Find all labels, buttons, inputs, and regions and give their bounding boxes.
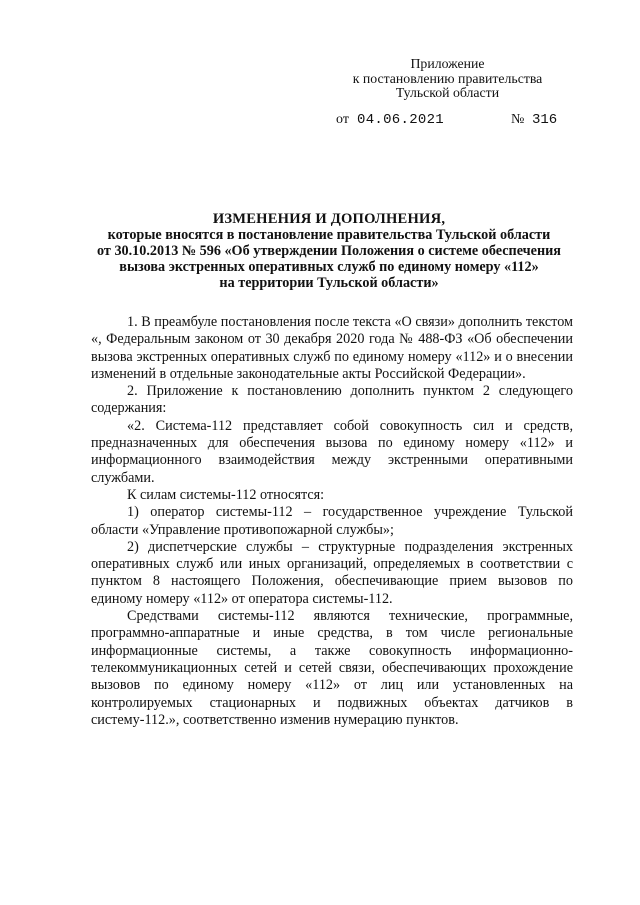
paragraph-1: 1. В преамбуле постановления после текста «О связи» дополнить текстом «, Федеральным законом от 30 декабря 2020 года № 488-ФЗ «Об обеспечении вызова экстренных оперативных служб по единому номеру «112» и о внесении изменений в отдельные законодательные акты Российской Федерации».	[91, 314, 573, 382]
appendix-header	[330, 57, 565, 101]
paragraph-2: 2. Приложение к постановлению дополнить пунктом 2 следующего содержания:	[91, 383, 573, 417]
title-line-2: которые вносятся в постановление правительства Тульской области	[107, 227, 551, 243]
paragraph-4: К силам системы-112 относятся:	[127, 486, 325, 503]
from-label: от	[336, 112, 349, 127]
title-line-5: на территории Тульской области»	[219, 275, 439, 291]
number-label: №	[511, 112, 525, 127]
document-reference	[0, 112, 640, 132]
paragraph-5: 1) оператор системы-112 – государственное учреждение Тульской области «Управление противопожарной службы»;	[91, 504, 573, 538]
document-date: 04.06.2021	[357, 112, 445, 128]
paragraph-7: Средствами системы-112 являются технические, программные, программно-аппаратные и иные средства, в том числе региональные информационные системы, а также совокупность информационно-телекоммуникационных сетей и сетей связи, обеспечивающих прохождение вызовов по единому номеру «112» от лиц или установленных на контролируемых стационарных и подвижных объектах датчиков в систему-112.», соответственно изменив нумерацию пунктов.	[91, 608, 573, 728]
title-line-1: ИЗМЕНЕНИЯ И ДОПОЛНЕНИЯ,	[212, 211, 446, 227]
title-line-4: вызова экстренных оперативных служб по единому номеру «112»	[119, 259, 539, 275]
title-line-3: от 30.10.2013 № 596 «Об утверждении Положения о системе обеспечения	[97, 243, 561, 259]
document-title	[86, 211, 572, 291]
appendix-line-1: Приложение	[410, 56, 485, 71]
document-number: 316	[532, 112, 558, 128]
appendix-line-2: к постановлению правительства	[352, 70, 543, 86]
appendix-line-3: Тульской области	[395, 85, 500, 101]
paragraph-6: 2) диспетчерские службы – структурные подразделения экстренных оперативных служб или иных организаций, определяемых в соответствии с пунктом 8 настоящего Положения, обеспечивающие прием вызовов по единому номеру «112» от оператора системы-112.	[91, 538, 573, 607]
paragraph-3: «2. Система-112 представляет собой совокупность сил и средств, предназначенных для обеспечения вызова по единому номеру «112» и информационного взаимодействия между экстренными оперативными службами.	[91, 417, 573, 486]
document-body	[91, 314, 573, 729]
